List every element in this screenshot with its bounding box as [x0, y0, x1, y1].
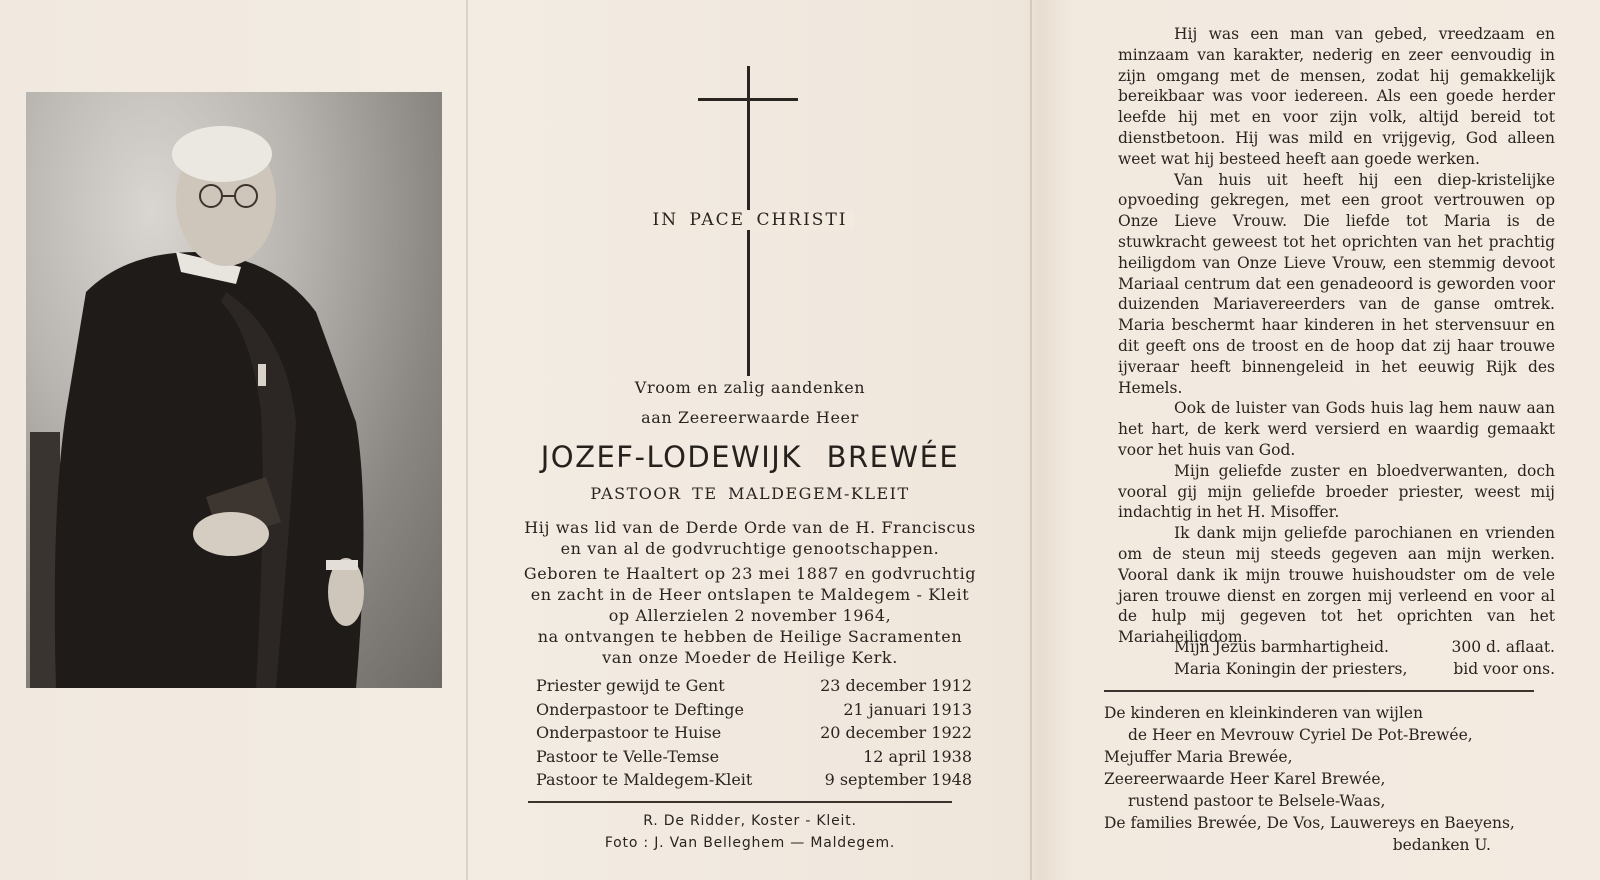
career-role: Pastoor te Maldegem-Kleit	[536, 770, 753, 789]
photo-credit: Foto : J. Van Belleghem — Maldegem.	[604, 835, 896, 851]
white-hair	[172, 126, 272, 182]
deceased-title: PASTOOR TE MALDEGEM-KLEIT	[590, 484, 910, 503]
family-line: De kinderen en kleinkinderen van wijlen	[1104, 704, 1423, 722]
divider-rule	[1104, 690, 1534, 692]
career-date: 23 december 1912	[820, 676, 972, 695]
deceased-name: JOZEF-LODEWIJK BREWÉE	[540, 440, 960, 474]
eulogy-paragraph: Mijn geliefde zuster en bloedverwanten, doch vooral gij mijn geliefde broeder priester, weest mij indachtig in het H. Misoffer.	[1118, 461, 1555, 522]
career-row	[536, 770, 972, 794]
priest-portrait-illustration	[26, 92, 442, 688]
eulogy-paragraph: Hij was een man van gebed, vreedzaam en minzaam van karakter, nederig en zeer eenvoudig in zijn omgang met de mensen, zodat hij gemakkelijk bereikbaar was voor iedereen. Als een goede herder leefde hij met en voor zijn volk, altijd bereid tot dienstbetoon. Hij was mild en vrijgevig, God alleen weet wat hij besteed heeft aan goede werken.	[1118, 25, 1555, 168]
career-date: 20 december 1922	[820, 723, 972, 742]
bio-line: na ontvangen te hebben de Heilige Sacramenten	[537, 627, 963, 646]
family-line: De families Brewée, De Vos, Lauwereys en Baeyens,	[1104, 814, 1515, 832]
career-row	[536, 723, 972, 747]
prayer-lines	[1118, 638, 1555, 682]
family-line: Zeereerwaarde Heer Karel Brewée,	[1104, 770, 1386, 788]
bio-line: en van al de godvruchtige genootschappen.	[560, 539, 940, 558]
prayer-row	[1118, 638, 1555, 660]
pendant-cross	[258, 364, 266, 386]
cross-horizontal	[698, 98, 798, 101]
memorial-line-2: aan Zeereerwaarde Heer	[641, 408, 859, 427]
family-line: de Heer en Mevrouw Cyriel De Pot-Brewée,	[1128, 726, 1473, 744]
family-line: rustend pastoor te Belsele-Waas,	[1128, 792, 1386, 810]
eulogy-text	[1118, 24, 1555, 648]
prayer-row	[1118, 660, 1555, 682]
career-role: Priester gewijd te Gent	[536, 676, 725, 695]
fold-line-right	[1030, 0, 1032, 880]
memorial-center-panel	[500, 0, 1000, 880]
in-pace-christi-text: IN PACE CHRISTI	[646, 210, 853, 230]
left-hand	[193, 512, 269, 556]
cassock-body	[55, 252, 364, 688]
prayer-text: Mijn Jezus barmhartigheid.	[1174, 638, 1389, 656]
bio-line: Geboren te Haaltert op 23 mei 1887 en godvruchtig	[523, 564, 977, 583]
bio-line: van onze Moeder de Heilige Kerk.	[602, 648, 898, 667]
priest-portrait-photo	[26, 92, 442, 688]
prayer-text: Maria Koningin der priesters,	[1174, 660, 1408, 678]
eulogy-paragraph: Ook de luister van Gods huis lag hem nauw aan het hart, de kerk werd versierd en waardig gemaakt voor het huis van God.	[1118, 399, 1555, 459]
bio-line: Hij was lid van de Derde Orde van de H. Franciscus	[524, 518, 976, 537]
eulogy-paragraph: Van huis uit heeft hij een diep-kristelijke opvoeding gekregen, met een groot vertrouwen op Onze Lieve Vrouw. Die liefde tot Maria is de stuwkracht geweest tot het oprichten van het prachtig heiligdom van Onze Lieve Vrouw, een stemmig devoot Mariaal centrum dat een genadeoord is geworden voor duizenden Mariavereerders van de ganse omtrek. Maria beschermt haar kinderen in het stervensuur en dit geeft ons de troost en de hoop dat zij haar trouwe ijveraar heeft binnengeleid in het eeuwig Rijk des Hemels.	[1118, 170, 1555, 397]
career-row	[536, 747, 972, 771]
career-row	[536, 676, 972, 700]
career-date: 21 januari 1913	[843, 699, 972, 719]
fold-line-left	[466, 0, 468, 880]
eulogy-paragraph: Ik dank mijn geliefde parochianen en vrienden om de steun mij steeds gegeven aan mijn werken. Vooral dank ik mijn trouwe huishoudster om de vele jaren trouwe dienst en zorgen mij verleend en voor al de hulp mij gegeven tot het oprichten van het Mariaheiligdom.	[1118, 524, 1555, 647]
family-line: bedanken U.	[1392, 836, 1491, 854]
family-line: Mejuffer Maria Brewée,	[1104, 748, 1293, 766]
career-row	[536, 700, 972, 724]
prayer-note: bid voor ons.	[1453, 660, 1555, 678]
divider-rule	[528, 801, 952, 803]
career-date: 9 september 1948	[824, 770, 972, 789]
career-role: Onderpastoor te Deftinge	[536, 699, 744, 719]
bio-line: op Allerzielen 2 november 1964,	[608, 606, 892, 625]
in-pace-christi-heading	[500, 210, 1000, 230]
career-role: Pastoor te Velle-Temse	[536, 746, 720, 766]
memorial-line-1: Vroom en zalig aandenken	[634, 378, 866, 397]
printer-credit: R. De Ridder, Koster - Kleit.	[643, 813, 857, 829]
bio-line: en zacht in de Heer ontslapen te Maldegem - Kleit	[530, 585, 970, 604]
career-list	[536, 676, 972, 794]
career-role: Onderpastoor te Huise	[536, 723, 722, 742]
prayer-note: 300 d. aflaat.	[1451, 638, 1555, 656]
family-list	[1104, 702, 1541, 856]
sleeve-cuff	[326, 560, 358, 570]
career-date: 12 april 1938	[863, 746, 972, 766]
